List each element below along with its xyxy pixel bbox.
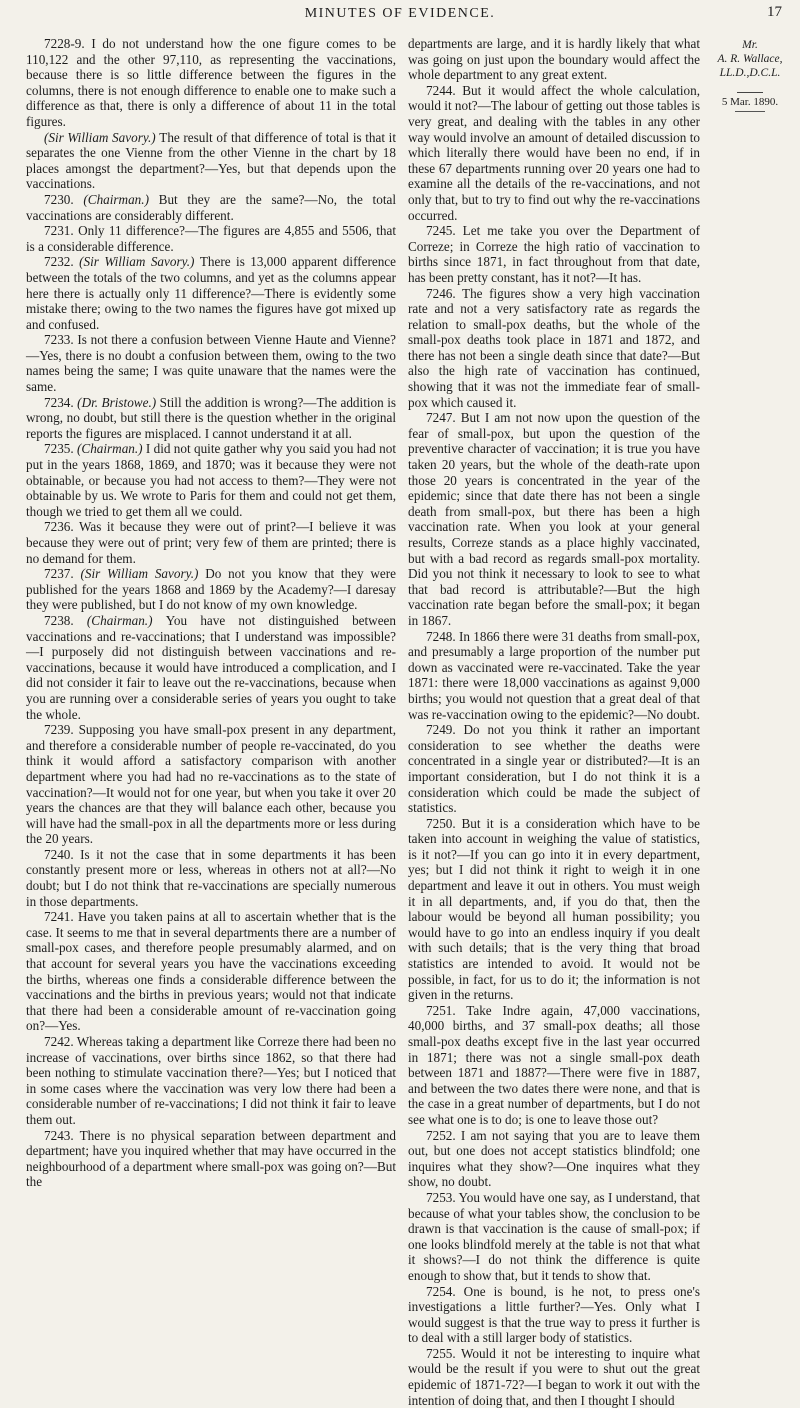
testimony-paragraph (26, 566, 396, 613)
testimony-paragraph (26, 847, 396, 909)
margin-note (704, 38, 796, 114)
testimony-paragraph (408, 223, 700, 285)
paragraph-text: 7252. I am not saying that you are to leave them out, but one does not accept statistics blindfold; one inquires what they show?—One inquires what they show, no doubt. (408, 1127, 700, 1190)
paragraph-text: 7253. You would have one say, as I understand, that because of what your tables show, the conclusion to be drawn is that vaccination is the cause of small-pox; if one looks blindfold merely at the table is not that what it shows?—I do not think the difference is quite enough to show that, but it tends to show that. (408, 1189, 700, 1283)
paragraph-text: departments are large, and it is hardly likely that what was going on just upon the boundary would affect the whole department to any great extent. (408, 36, 700, 83)
paragraph-text: 7244. But it would affect the whole calculation, would it not?—The labour of getting out those tables is very great, and dealing with the tables in any other way would involve an amount of detailed discussion to which literally there would have been no end, if in these 67 departments running over 20 years one had to examine all the details of the re-vaccinations, and not only that, but to try to find out why the re-vaccinations occurred. (408, 82, 700, 223)
testimony-paragraph (408, 83, 700, 223)
testimony-paragraph (408, 1128, 700, 1190)
paragraph-text: 7241. Have you taken pains at all to ascertain whether that is the case. It seems to me that in several departments there are a number of small-pox cases, and therefore people presumably alarmed, and on that account for several years you have the vaccinations exceeding the births, whereas one finds a considerable difference between the vaccinations and the births in previous years; would not that indicate that there had been a considerable amount of re-vaccination going on?—Yes. (26, 909, 396, 1034)
testimony-paragraph (26, 130, 396, 192)
paragraph-text: 7239. Supposing you have small-pox present in any department, and therefore a considerable number of people re-vaccinated, do you think it would afford a satisfactory comparison with another department where you had had no re-vaccinations as to the state of vaccination?—It would not for one year, but when you take it over 20 years the chances are that they will balance each other, because you will have had the small-pox in all the departments more or less during the 20 years. (26, 722, 396, 847)
testimony-paragraph (408, 816, 700, 1003)
speaker-name: (Sir William Savory.) (79, 254, 200, 270)
paragraph-text: 7246. The figures show a very high vaccination rate and not a very satisfactory rate as regards the relation to small-pox deaths, but the whole of the small-pox deaths took place in 1871 and 1872, and there has not been a single death since that date?—But also the high rate of vaccination has continued, showing that it was not the immediate fear of small-pox which caused it. (408, 285, 700, 410)
right-text-column (408, 36, 700, 1408)
testimony-paragraph (26, 441, 396, 519)
paragraph-text: 7230. (44, 191, 84, 207)
margin-dash (735, 111, 765, 112)
speaker-name: (Sir William Savory.) (80, 566, 206, 582)
testimony-paragraph (408, 1346, 700, 1408)
testimony-paragraph (26, 192, 396, 223)
witness-name-line1: Mr. (742, 39, 758, 51)
page-number: 17 (767, 4, 782, 20)
paragraph-text: 7249. Do not you think it rather an important consideration to see whether the deaths were concentrated in a single year or distributed?—It is an important consideration, but I do not think it is a consideration which could be made the subject of statistics. (408, 722, 700, 816)
paragraph-text: 7254. One is bound, is he not, to press one's investigations a little further?—Yes. Only what I would suggest is that the true way to press it further is to deal with a still larger body of statistics. (408, 1283, 700, 1346)
paragraph-text-continued: But they are the same?—No, the total vaccinations are considerably different. (26, 191, 396, 223)
paragraph-text-continued: Do not you know that they were published for the years 1868 and 1869 by the Academy?—I daresay they were published, but I do not know of my own knowledge. (26, 566, 397, 613)
paragraph-text: 7250. But it is a consideration which have to be taken into account in weighing the value of statistics, is it not?—If you can go into it in every department, yes; but I did not think it right to weigh it in one department and leave it out in others. You must weigh it in all departments, and, if you do that, then the labour would be beyond all human possibility; you would have to go into an endless inquiry if you dealt with such details; that is the very thing that broad statistics are intended to avoid. It would not be possible, in fact, for us to do it; the information is not given in the returns. (408, 815, 700, 1003)
paragraph-text: 7233. Is not there a confusion between Vienne Haute and Vienne?—Yes, there is no doubt a confusion between them, owing to the two names being the same; I was quite unaware that the names were the same. (26, 332, 396, 395)
speaker-name: (Chairman.) (86, 612, 166, 628)
paragraph-text: The result of that difference of total is that it separates the one Vienne from the other Vienne in the chart by 18 places amongst the department?—Yes, but that depends upon the vaccinations. (26, 129, 396, 192)
paragraph-text: 7238. (44, 612, 87, 628)
paragraph-text: 7232. (44, 254, 80, 270)
testimony-paragraph (408, 1190, 700, 1284)
testimony-paragraph (26, 36, 396, 130)
paragraph-text: 7231. Only 11 difference?—The figures are 4,855 and 5506, that is a considerable difference. (26, 223, 396, 254)
speaker-name: (Chairman.) (83, 191, 159, 207)
paragraph-text-continued: Still the addition is wrong?—The addition is wrong, no doubt, but still there is the question whether in the original reports the figures are misplaced. I cannot understand it at all. (26, 394, 397, 441)
paragraph-text: 7236. Was it because they were out of print?—I believe it was because they were out of print; very few of them are printed; there is no demand for them. (26, 519, 396, 566)
speaker-name: (Dr. Bristowe.) (77, 394, 160, 410)
witness-name-line2: A. R. Wallace, (717, 53, 783, 65)
testimony-paragraph (26, 722, 396, 847)
testimony-paragraph (408, 722, 700, 816)
witness-name-line3: LL.D.,D.C.L. (719, 67, 781, 79)
testimony-paragraph (408, 410, 700, 628)
speaker-name: (Chairman.) (77, 441, 146, 457)
paragraph-text: 7235. (44, 441, 77, 457)
testimony-paragraph (26, 613, 396, 722)
paragraph-text: 7245. Let me take you over the Department of Correze; in Correze the high ratio of vaccination to births since 1871, in fact throughout from that date, has been pretty constant, has it not?—It has. (408, 223, 700, 285)
paragraph-text: 7255. Would it not be interesting to inquire what would be the result if you were to shut out the great epidemic of 1871-72?—I began to work it out with the intention of doing that, and then I thought I should (408, 1345, 700, 1408)
paragraph-text: 7234. (44, 394, 78, 410)
paragraph-text: 7242. Whereas taking a department like Correze there had been no increase of vaccinations, over births since 1862, so that there had been nothing to stimulate vaccination there?—Yes; but I noticed that in some cases where the vaccination was very low there had been a considerable number of re-vaccinations; I did not think it fair to leave them out. (26, 1034, 396, 1127)
paragraph-text: 7228-9. I do not understand how the one figure comes to be 110,122 and the other 97,110, as representing the vaccinations, because there is so little difference between the figures in the columns, there is not enough difference to enable one to make such a difference as that, there is only a difference of about 11 in the total figures. (26, 36, 396, 129)
testimony-paragraph (26, 395, 396, 442)
paragraph-text-continued: You have not distinguished between vaccinations and re-vaccinations; that I understand was impossible?—I purposely did not distinguish between vaccinations and re-vaccinations, because it would have introduced a complication, and I did not consider it fair to leave out the re-vaccinations, because when you are running over a considerable series of years you ought to take the whole. (26, 612, 397, 722)
margin-rule (737, 92, 763, 93)
testimony-paragraph (26, 332, 396, 394)
testimony-paragraph (26, 1034, 396, 1128)
testimony-paragraph (408, 1003, 700, 1128)
testimony-date: 5 Mar. 1890. (721, 96, 779, 108)
paragraph-text: 7240. Is it not the case that in some departments it has been constantly present more or less, whereas in others not at all?—No doubt; but I do not think that re-vaccinations are specially numerous in those departments. (26, 846, 396, 909)
speaker-name: (Sir William Savory.) (44, 129, 160, 145)
paragraph-text-continued: There is 13,000 apparent difference between the totals of the two columns, and yet as the columns appear here there is actually only 11 difference?—There is evidently some mistake there; owing to the two names the figures have got mixed up and confused. (26, 254, 397, 332)
testimony-paragraph (26, 254, 396, 332)
testimony-paragraph (408, 286, 700, 411)
paragraph-text: 7243. There is no physical separation between department and department; have you inquired whether that may have occurred in the neighbourhood of a department where small-pox was going on?—But the (26, 1127, 396, 1190)
testimony-paragraph (26, 1128, 396, 1190)
paragraph-text: 7237. (44, 566, 81, 582)
running-header-title: MINUTES OF EVIDENCE. (304, 6, 496, 21)
paragraph-text-continued: I did not quite gather why you said you had not put in the years 1868, 1869, and 1870; was it because they were not obtainable, or because you had not access to them?—They were not obtainable by us. We wrote to Paris for them and could not get them, though we tried to get them all we could. (26, 441, 396, 519)
testimony-paragraph (26, 909, 396, 1034)
paragraph-text: 7251. Take Indre again, 47,000 vaccinations, 40,000 births, and 37 small-pox deaths; all those small-pox deaths except five in the last year occurred in 1871; there was not a single small-pox death between 1871 and 1887?—There were five in 1887, and between the two dates there were none, and that is the case in a great number of departments, but I do not see what one is to do; is one to leave those out? (408, 1002, 700, 1127)
left-text-column (26, 36, 396, 1190)
testimony-paragraph (408, 1284, 700, 1346)
testimony-paragraph (26, 223, 396, 254)
paragraph-text: 7247. But I am not now upon the question of the fear of small-pox, but upon the question of the preventive character of vaccination; it is true you have taken 20 years, but the whole of the death-rate upon those 20 years is concentrated in the year of the epidemic; since that date there has not been a single death from small-pox, but there has been a high vaccination rate. When you look at your general results, Correze stands as a place highly vaccinated, but with a bad record as regards small-pox mortality. Did you not think it necessary to look to see to what that bad record is attributable?—But the high vaccination rate began before the small-pox; it began in 1867. (408, 410, 700, 628)
paragraph-text: 7248. In 1866 there were 31 deaths from small-pox, and presumably a large proportion of the number put down as vaccinated were re-vaccinated. Take the year 1871: there were 18,000 vaccinations as against 9,000 births; you would not question that a great deal of that was re-vaccination owing to the epidemic?—No doubt. (408, 628, 700, 722)
testimony-paragraph (408, 36, 700, 83)
testimony-paragraph (26, 519, 396, 566)
testimony-paragraph (408, 629, 700, 723)
